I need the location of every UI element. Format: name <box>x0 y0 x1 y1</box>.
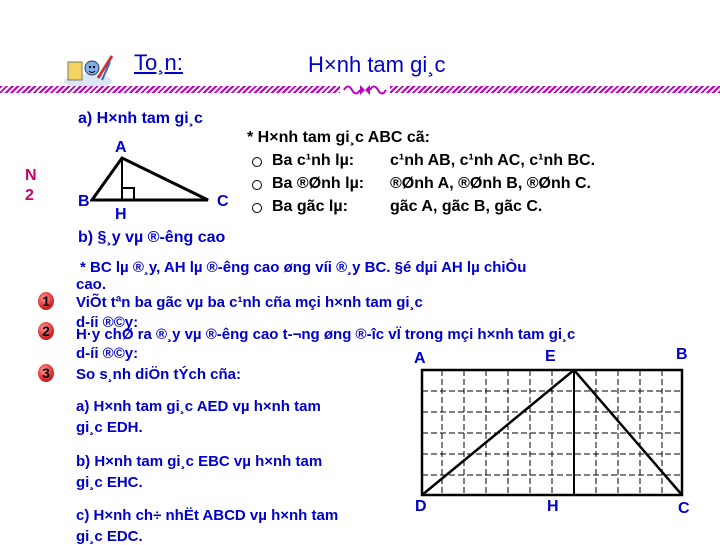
exercise-2-text-cont: d-íi ®©y: <box>76 345 139 362</box>
exercise-3-text: So s¸nh diÖn tÝch cña: <box>76 366 242 383</box>
vertex-c-label: C <box>217 193 229 210</box>
exercise-1-text: ViÕt tªn ba gãc vµ ba c¹nh cña mçi h×nh tam gi¸c <box>76 294 423 311</box>
vertices-term: Ba ®Ønh lµ: <box>272 175 365 192</box>
triangle-intro: * H×nh tam gi¸c ABC cã: <box>247 129 430 146</box>
vertex-a-label: A <box>115 139 127 156</box>
angles-value: gãc A, gãc B, gãc C. <box>390 198 543 215</box>
grid-label-b: B <box>676 346 688 363</box>
grid-label-h: H <box>547 498 559 515</box>
section-b-heading: b) §¸y vµ ®-êng cao <box>78 229 226 246</box>
subject-label: To¸n: <box>134 50 183 75</box>
angles-term: Ba gãc lµ: <box>272 198 348 215</box>
grid-label-c: C <box>678 500 690 517</box>
exercise-number-3: 3 <box>38 364 54 382</box>
exercise-1-text-cont: d-íi ®©y: <box>76 314 139 331</box>
section-b-text-cont: cao. <box>76 276 107 293</box>
triangle-abc-figure <box>90 150 220 210</box>
compare-c-line1: c) H×nh ch÷ nhËt ABCD vµ h×nh tam <box>76 507 339 524</box>
grid-label-d: D <box>415 498 427 515</box>
sides-term: Ba c¹nh lµ: <box>272 152 355 169</box>
compare-c-line2: gi¸c EDC. <box>76 528 143 545</box>
side-label-2: 2 <box>25 187 34 204</box>
vertices-value: ®Ønh A, ®Ønh B, ®Ønh C. <box>390 175 591 192</box>
exercise-2-text: H·y chØ ra ®¸y vµ ®-êng cao t-¬ng øng ®-îc vÏ trong mçi h×nh tam gi¸c <box>76 326 576 343</box>
bullet-icon <box>252 180 262 190</box>
section-a-heading: a) H×nh tam gi¸c <box>78 110 203 127</box>
grid-label-a: A <box>414 350 426 367</box>
compare-a-line2: gi¸c EDH. <box>76 419 143 436</box>
ornament-icon <box>340 82 390 98</box>
bullet-icon <box>252 157 262 167</box>
grid-label-e: E <box>545 348 556 365</box>
compare-b-line2: gi¸c EHC. <box>76 474 143 491</box>
section-b-text: * BC lµ ®¸y, AH lµ ®-êng cao øng víi ®¸y BC. §é dµi AH lµ chiÒu <box>80 259 527 276</box>
side-label-n: N <box>25 167 37 184</box>
bullet-icon <box>252 203 262 213</box>
vertex-h-label: H <box>115 206 127 223</box>
sides-value: c¹nh AB, c¹nh AC, c¹nh BC. <box>390 152 596 169</box>
vertex-b-label: B <box>78 193 90 210</box>
exercise-number-1: 1 <box>38 292 54 310</box>
exercise-number-2: 2 <box>38 322 54 340</box>
page-title: H×nh tam gi¸c <box>308 52 446 77</box>
compare-a-line1: a) H×nh tam gi¸c AED vµ h×nh tam <box>76 398 321 415</box>
grid-rectangle-figure <box>420 365 690 500</box>
school-supplies-icon <box>60 48 116 90</box>
compare-b-line1: b) H×nh tam gi¸c EBC vµ h×nh tam <box>76 453 323 470</box>
clipart-image <box>60 48 116 90</box>
